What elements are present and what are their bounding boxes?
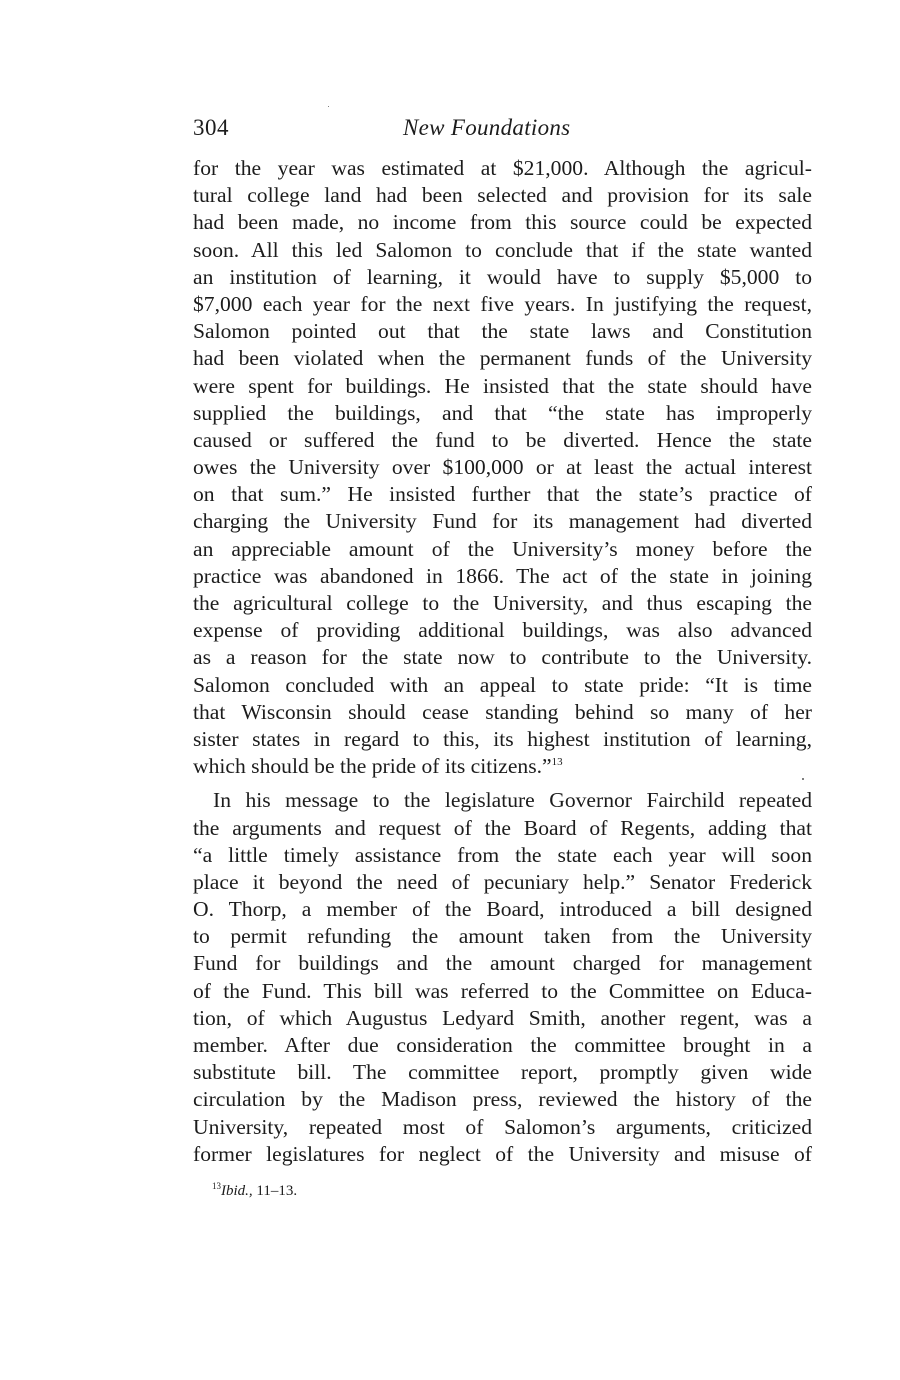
text-line: had been made, no income from this source could be expected <box>193 210 812 235</box>
text-line: supplied the buildings, and that “the state has improperly <box>193 400 812 425</box>
text-line: University, repeated most of Salomon’s arguments, criticized <box>193 1114 812 1139</box>
text-line: caused or suffered the fund to be diverted. Hence the state <box>193 427 812 452</box>
footnote <box>212 1180 297 1202</box>
text-line: tion, of which Augustus Ledyard Smith, another regent, was a <box>193 1005 812 1030</box>
text-line: for the year was estimated at $21,000. Although the agricul- <box>193 156 812 180</box>
text-line: the agricultural college to the University, and thus escaping the <box>193 591 812 615</box>
text-line-last <box>193 753 812 780</box>
text-line: of the Fund. This bill was referred to the Committee on Educa- <box>193 978 812 1003</box>
text-line: as a reason for the state now to contribute to the University. <box>193 645 812 670</box>
scan-speck <box>802 778 804 780</box>
text-line: circulation by the Madison press, reviewed the history of the <box>193 1087 812 1112</box>
text-line: the arguments and request of the Board of Regents, adding that <box>193 815 812 840</box>
text-line: tural college land had been selected and provision for its sale <box>193 183 812 208</box>
text-line: that Wisconsin should cease standing behind so many of her <box>193 699 812 724</box>
text-line: were spent for buildings. He insisted that the state should have <box>193 373 812 398</box>
text-line-content: which should be the pride of its citizens.” <box>193 754 552 779</box>
text-line: practice was abandoned in 1866. The act of the state in joining <box>193 563 812 588</box>
paragraph-2 <box>193 787 812 1168</box>
text-line: “a little timely assistance from the state each year will soon <box>193 842 812 867</box>
text-line: Salomon pointed out that the state laws and Constitution <box>193 319 812 344</box>
text-line: expense of providing additional buildings, was also advanced <box>193 618 812 643</box>
paragraph-gap <box>193 780 812 787</box>
body-text <box>193 155 812 1168</box>
running-title: New Foundations <box>403 115 571 140</box>
text-line: O. Thorp, a member of the Board, introduced a bill designed <box>193 897 812 922</box>
text-line: an appreciable amount of the University’s money before the <box>193 536 812 561</box>
running-head <box>193 112 813 144</box>
text-line: $7,000 each year for the next five years. In justifying the request, <box>193 291 812 316</box>
text-line: former legislatures for neglect of the University and misuse of <box>193 1141 812 1166</box>
text-line: soon. All this led Salomon to conclude that if the state wanted <box>193 237 812 262</box>
text-line: owes the University over $100,000 or at least the actual interest <box>193 455 812 480</box>
scan-speck <box>328 106 329 107</box>
text-line: substitute bill. The committee report, promptly given wide <box>193 1060 812 1085</box>
paragraph-1 <box>193 155 812 780</box>
text-line: charging the University Fund for its management had diverted <box>193 509 812 534</box>
text-line: Salomon concluded with an appeal to state pride: “It is time <box>193 672 812 697</box>
text-line: Fund for buildings and the amount charged for management <box>193 951 812 976</box>
text-line: on that sum.” He insisted further that the state’s practice of <box>193 482 812 507</box>
page-number: 304 <box>193 115 229 140</box>
text-line: had been violated when the permanent funds of the University <box>193 346 812 371</box>
text-line: sister states in regard to this, its highest institution of learning, <box>193 726 812 751</box>
text-line: member. After due consideration the committee brought in a <box>193 1033 812 1057</box>
text-line: place it beyond the need of pecuniary help.” Senator Frederick <box>193 869 812 894</box>
footnote-mark: 13 <box>212 1181 221 1191</box>
text-line-indented: In his message to the legislature Governor Fairchild repeated <box>213 788 812 813</box>
text-line: an institution of learning, it would have to supply $5,000 to <box>193 264 812 289</box>
text-line: to permit refunding the amount taken from the University <box>193 924 812 949</box>
footnote-reference: 13 <box>551 755 563 768</box>
footnote-pages: 11–13. <box>252 1183 298 1199</box>
footnote-source: Ibid., <box>221 1183 253 1199</box>
